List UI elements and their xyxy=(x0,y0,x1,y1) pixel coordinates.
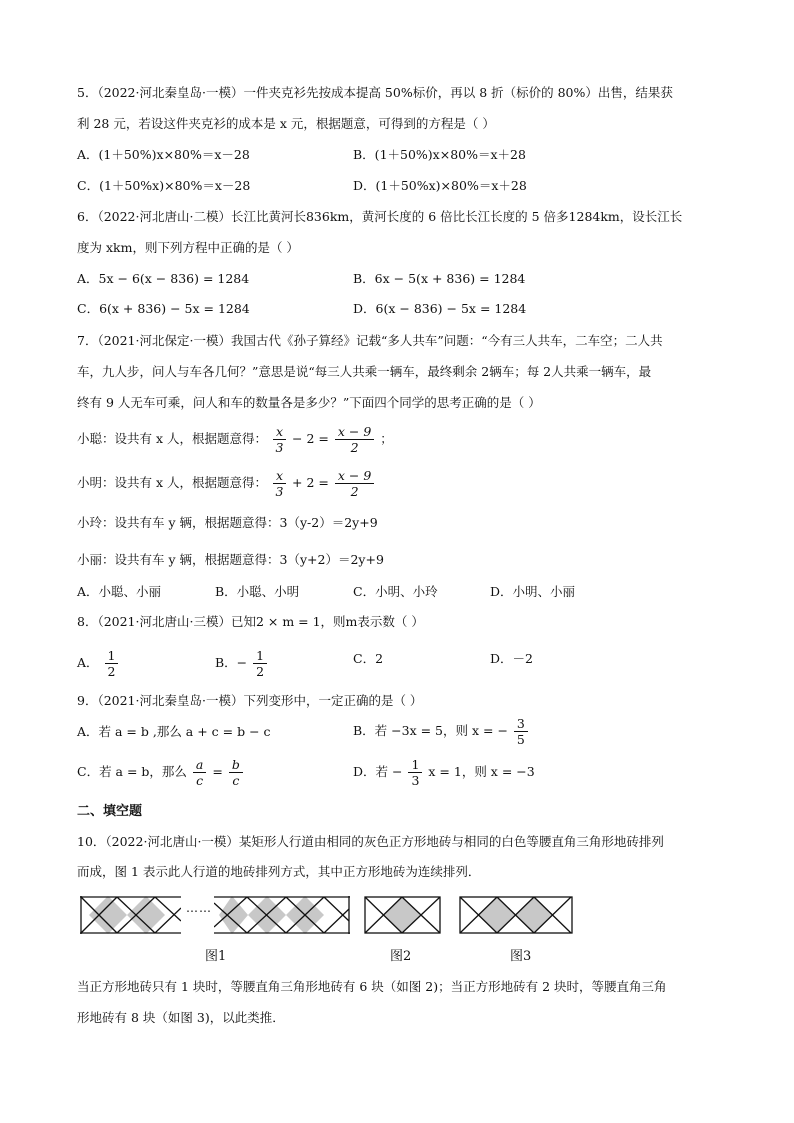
q9-option-b[interactable] xyxy=(353,716,530,747)
denominator: 2 xyxy=(107,664,116,679)
denominator: c xyxy=(196,773,204,788)
q7-xiaocong-op: − 2 = xyxy=(292,431,329,446)
denominator: 3 xyxy=(275,440,284,455)
figure-3-caption: 图3 xyxy=(510,949,532,964)
fraction-one-half xyxy=(105,648,119,679)
q9-option-a[interactable]: A．若 a = b ,那么 a + c = b − c xyxy=(77,724,271,739)
denominator: 3 xyxy=(275,484,284,499)
figure-1-caption: 图1 xyxy=(205,949,227,964)
q6-stem-line2: 度为 xkm，则下列方程中正确的是（ ） xyxy=(77,240,299,255)
section-heading: 二、填空题 xyxy=(77,804,143,819)
denominator: 3 xyxy=(411,773,420,788)
fraction-x-over-3 xyxy=(273,468,286,499)
q7-xiaoming-prefix: 小明：设共有 x 人，根据题意得： xyxy=(77,475,267,490)
q7-xiaocong xyxy=(77,424,393,455)
q7-xiaoling: 小玲：设共有车 y 辆，根据题意得：3（y-2）＝2y+9 xyxy=(77,515,378,530)
q7-stem-line2: 车，九人步，问人与车各几何？”意思是说“每三人共乘一辆车，最终剩余 2辆车；每 2人共乘一辆车，最 xyxy=(77,364,652,379)
q9-option-d-label: D．若 − xyxy=(353,764,403,779)
fraction-a-over-c xyxy=(193,757,206,788)
numerator: x xyxy=(273,468,286,484)
q8-option-a-label: A． xyxy=(77,655,99,670)
q8-option-b-label: B．− xyxy=(215,655,248,670)
fraction-x-minus-9-over-2 xyxy=(335,468,374,499)
q9-option-c[interactable] xyxy=(77,757,245,788)
q7-xiaocong-prefix: 小聪：设共有 x 人，根据题意得： xyxy=(77,431,267,446)
figure-1-ellipsis: …… xyxy=(186,901,212,915)
q5-option-b[interactable]: B．(1＋50%)x×80%＝x＋28 xyxy=(353,147,526,162)
denominator: c xyxy=(232,773,240,788)
fraction-three-fifths xyxy=(514,716,528,747)
fraction-x-minus-9-over-2 xyxy=(335,424,374,455)
figure-2-caption: 图2 xyxy=(390,949,412,964)
numerator: 1 xyxy=(105,648,119,664)
numerator: x xyxy=(273,424,286,440)
q9-stem: 9．（2021·河北秦皇岛·一模）下列变形中，一定正确的是（ ） xyxy=(77,693,423,708)
q10-stem-line2: 而成，图 1 表示此人行道的地砖排列方式，其中正方形地砖为连续排列． xyxy=(77,864,481,879)
numerator: a xyxy=(193,757,206,773)
q8-stem: 8．（2021·河北唐山·三模）已知2 × m = 1，则m表示数（ ） xyxy=(77,614,424,629)
q10-stem-line1: 10．（2022·河北唐山·一模）某矩形人行道由相同的灰色正方形地砖与相同的白色等腰直角三角形地砖排列 xyxy=(77,834,664,849)
q8-option-a[interactable] xyxy=(77,648,120,679)
q7-stem-line3: 终有 9 人无车可乘，问人和车的数量各是多少？”下面四个同学的思考正确的是（ ） xyxy=(77,395,541,410)
numerator: 3 xyxy=(514,716,528,732)
q7-option-b[interactable]: B．小聪、小明 xyxy=(215,584,300,599)
fraction-x-over-3 xyxy=(273,424,286,455)
q7-xiaoming-op: + 2 = xyxy=(292,475,329,490)
q7-option-c[interactable]: C．小明、小玲 xyxy=(353,584,438,599)
q6-option-d[interactable]: D．6(x − 836) − 5x = 1284 xyxy=(353,301,527,316)
numerator: 1 xyxy=(408,757,422,773)
q8-option-d[interactable]: D．－2 xyxy=(490,651,533,666)
q7-stem-line1: 7．（2021·河北保定·一模）我国古代《孙子算经》记载“多人共车”问题：“今有三人共车，二车空；二人共 xyxy=(77,333,663,348)
fraction-one-half xyxy=(253,648,267,679)
q10-stem-line3: 当正方形地砖只有 1 块时，等腰直角三角形地砖有 6 块（如图 2)；当正方形地砖有 2 块时，等腰直角三角 xyxy=(77,979,667,994)
q9-option-d-rest: x = 1，则 x = −3 xyxy=(428,764,535,779)
figure-1-left-tiles xyxy=(80,896,181,934)
q6-option-c[interactable]: C．6(x + 836) − 5x = 1284 xyxy=(77,301,250,316)
q6-option-a[interactable]: A．5x − 6(x − 836) = 1284 xyxy=(77,271,250,286)
denominator: 5 xyxy=(516,732,525,747)
q5-option-a[interactable]: A．(1＋50%)x×80%＝x－28 xyxy=(77,147,250,162)
q9-option-b-label: B．若 −3x = 5，则 x = − xyxy=(353,723,508,738)
numerator: x − 9 xyxy=(335,468,374,484)
figure-2-tiles xyxy=(364,896,441,934)
denominator: 2 xyxy=(350,484,359,499)
fraction-b-over-c xyxy=(229,757,243,788)
q8-option-c[interactable]: C．2 xyxy=(353,651,384,666)
q5-option-c[interactable]: C．(1＋50%x)×80%＝x－28 xyxy=(77,178,251,193)
figure-3-tiles xyxy=(459,896,573,934)
q10-stem-line4: 形地砖有 8 块（如图 3)，以此类推． xyxy=(77,1010,285,1025)
q7-xiaoli: 小丽：设共有车 y 辆，根据题意得：3（y+2）＝2y+9 xyxy=(77,552,384,567)
denominator: 2 xyxy=(256,664,265,679)
q9-option-c-label: C．若 a = b，那么 xyxy=(77,764,187,779)
fraction-one-third xyxy=(408,757,422,788)
q5-stem-line2: 利 28 元，若设这件夹克衫的成本是 x 元，根据题意，可得到的方程是（ ） xyxy=(77,116,495,131)
q6-stem-line1: 6．（2022·河北唐山·二模）长江比黄河长836km，黄河长度的 6 倍比长江长度的 5 倍多1284km，设长江长 xyxy=(77,209,683,224)
numerator: 1 xyxy=(253,648,267,664)
q6-option-b[interactable]: B．6x − 5(x + 836) = 1284 xyxy=(353,271,526,286)
equals-sign: = xyxy=(212,764,223,779)
q8-option-b[interactable] xyxy=(215,648,269,679)
numerator: x − 9 xyxy=(335,424,374,440)
figure-1-right-tiles xyxy=(214,896,350,934)
q5-stem-line1: 5．（2022·河北秦皇岛·一模）一件夹克衫先按成本提高 50%标价，再以 8 折（标价的 80%）出售，结果获 xyxy=(77,85,673,100)
q7-xiaocong-end: ； xyxy=(380,431,393,446)
q9-option-d[interactable] xyxy=(353,757,535,788)
numerator: b xyxy=(229,757,243,773)
q5-option-d[interactable]: D．(1＋50%x)×80%＝x＋28 xyxy=(353,178,527,193)
q7-option-d[interactable]: D．小明、小丽 xyxy=(490,584,576,599)
q7-option-a[interactable]: A．小聪、小丽 xyxy=(77,584,162,599)
q7-xiaoming xyxy=(77,468,376,499)
denominator: 2 xyxy=(350,440,359,455)
